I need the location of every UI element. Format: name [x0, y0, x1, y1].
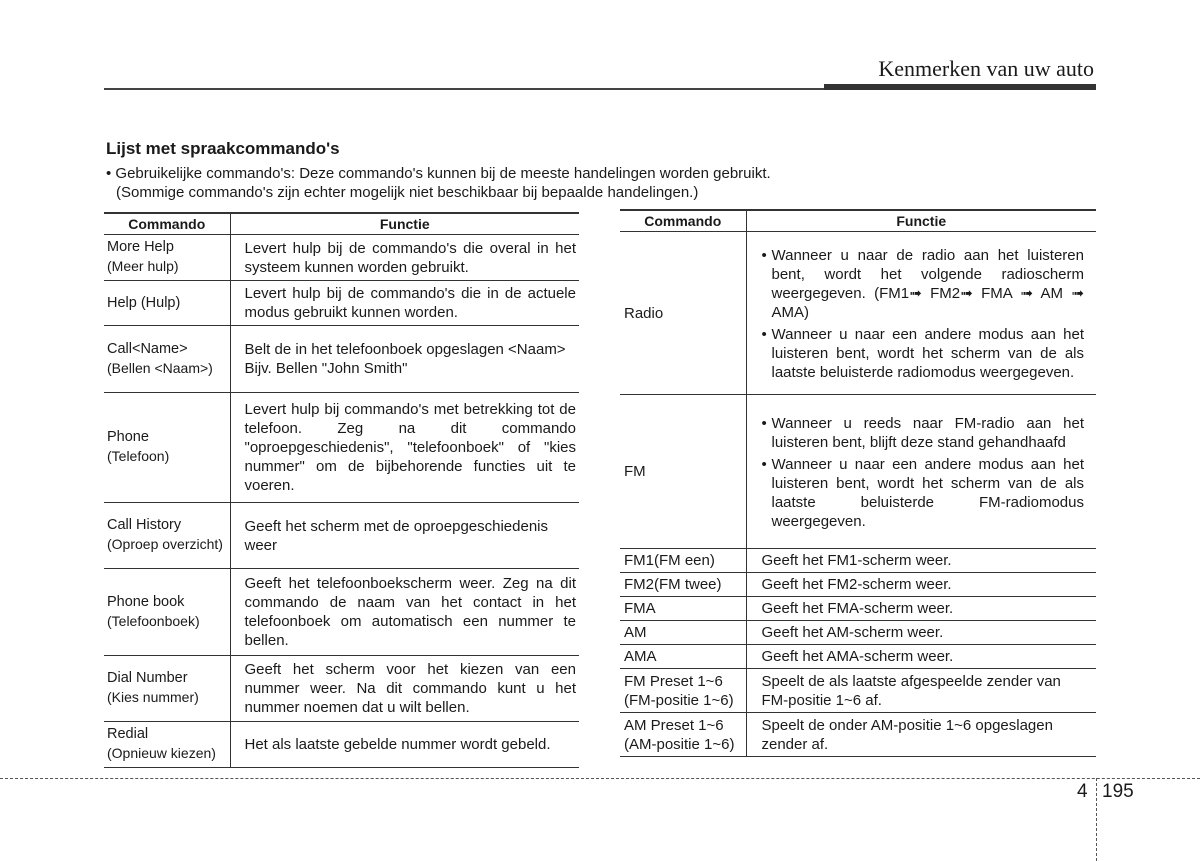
function-bullet: • Wanneer u naar een andere modus aan het luisteren bent, wordt het scherm van de als laatste beluisterde FM-radiomodus weergegeven. [762, 455, 1085, 531]
footer-dashed-rule [0, 778, 1200, 779]
function-cell: Levert hulp bij de commando's die overal in het systeem kunnen worden gebruikt. [230, 235, 579, 281]
intro-bullet: • Gebruikelijke commando's: Deze commando's kunnen bij de meeste handelingen worden gebruikt. [106, 165, 771, 182]
function-cell: Geeft het scherm voor het kiezen van een nummer weer. Na dit commando kunt u het nummer noemen dat u wilt bellen. [230, 656, 579, 722]
running-header-title: Kenmerken van uw auto [878, 56, 1094, 81]
function-cell: Belt de in het telefoonboek opgeslagen <Naam> Bijv. Bellen "John Smith" [230, 326, 579, 393]
table-row [620, 232, 1096, 395]
function-cell: Geeft het AM-scherm weer. [746, 621, 1096, 645]
function-cell: Speelt de onder AM-positie 1~6 opgeslagen zender af. [746, 713, 1096, 757]
function-cell: Levert hulp bij de commando's die in de actuele modus gebruikt kunnen worden. [230, 281, 579, 326]
table-row [104, 503, 579, 569]
function-bullet: • Wanneer u naar een andere modus aan het luisteren bent, wordt het scherm van de als laatste beluisterde radiomodus weergegeven. [762, 325, 1085, 382]
command-cell: FM2(FM twee) [620, 573, 746, 597]
command-cell: More Help (Meer hulp) [104, 235, 230, 281]
function-cell: Geeft het FMA-scherm weer. [746, 597, 1096, 621]
function-cell [746, 395, 1096, 549]
left-command-table [104, 212, 579, 768]
table-row [104, 569, 579, 656]
column-header-command: Commando [620, 210, 746, 232]
table-row [104, 393, 579, 503]
command-cell: Phone book (Telefoonboek) [104, 569, 230, 656]
page-number: 195 [1102, 781, 1134, 802]
footer-divider [1096, 778, 1097, 861]
table-row [620, 597, 1096, 621]
column-header-command: Commando [104, 213, 230, 235]
command-cell: FMA [620, 597, 746, 621]
command-cell: Radio [620, 232, 746, 395]
header-rule [104, 88, 824, 90]
function-bullet: • Wanneer u naar de radio aan het luisteren bent, wordt het volgende radioscherm weergegeven. (FM1➟ FM2➟ FMA ➟ AM ➟ AMA) [762, 246, 1085, 322]
chapter-number: 4 [1077, 781, 1088, 802]
command-cell: Help (Hulp) [104, 281, 230, 326]
table-row [620, 573, 1096, 597]
table-row [104, 281, 579, 326]
table-header-row [104, 213, 579, 235]
table-row [620, 549, 1096, 573]
table-row [620, 621, 1096, 645]
command-cell: AMA [620, 645, 746, 669]
function-cell: Geeft het FM2-scherm weer. [746, 573, 1096, 597]
table-row [104, 656, 579, 722]
header-rule-accent [824, 84, 1096, 90]
command-cell: AM [620, 621, 746, 645]
table-row [620, 669, 1096, 713]
section-title: Lijst met spraakcommando's [106, 139, 340, 158]
table-row [104, 722, 579, 768]
function-cell: Geeft het scherm met de oproepgeschiedenis weer [230, 503, 579, 569]
command-cell: FM1(FM een) [620, 549, 746, 573]
command-cell: Dial Number (Kies nummer) [104, 656, 230, 722]
command-cell: Phone (Telefoon) [104, 393, 230, 503]
function-cell: Speelt de als laatste afgespeelde zender van FM-positie 1~6 af. [746, 669, 1096, 713]
function-cell: Geeft het telefoonboekscherm weer. Zeg na dit commando de naam van het contact in het telefoonboek om automatisch een nummer te bellen. [230, 569, 579, 656]
table-row [104, 235, 579, 281]
column-header-function: Functie [746, 210, 1096, 232]
table-row [620, 395, 1096, 549]
table-row [620, 713, 1096, 757]
column-header-function: Functie [230, 213, 579, 235]
right-command-table [620, 209, 1096, 757]
command-cell: AM Preset 1~6 (AM-positie 1~6) [620, 713, 746, 757]
command-cell: Call History (Oproep overzicht) [104, 503, 230, 569]
table-row [620, 645, 1096, 669]
command-cell: FM Preset 1~6 (FM-positie 1~6) [620, 669, 746, 713]
command-cell: Redial (Opnieuw kiezen) [104, 722, 230, 768]
function-cell: Het als laatste gebelde nummer wordt gebeld. [230, 722, 579, 768]
function-cell: Levert hulp bij commando's met betrekking tot de telefoon. Zeg na dit commando "oproepgeschiedenis", "telefoonboek" of "kies nummer" om de bijbehorende functies uit te voeren. [230, 393, 579, 503]
table-header-row [620, 210, 1096, 232]
command-cell: Call<Name> (Bellen <Naam>) [104, 326, 230, 393]
intro-note: (Sommige commando's zijn echter mogelijk niet beschikbaar bij bepaalde handelingen.) [116, 184, 699, 201]
function-cell [746, 232, 1096, 395]
command-cell: FM [620, 395, 746, 549]
table-row [104, 326, 579, 393]
function-cell: Geeft het AMA-scherm weer. [746, 645, 1096, 669]
function-bullet: • Wanneer u reeds naar FM-radio aan het luisteren bent, blijft deze stand gehandhaafd [762, 414, 1085, 452]
function-cell: Geeft het FM1-scherm weer. [746, 549, 1096, 573]
